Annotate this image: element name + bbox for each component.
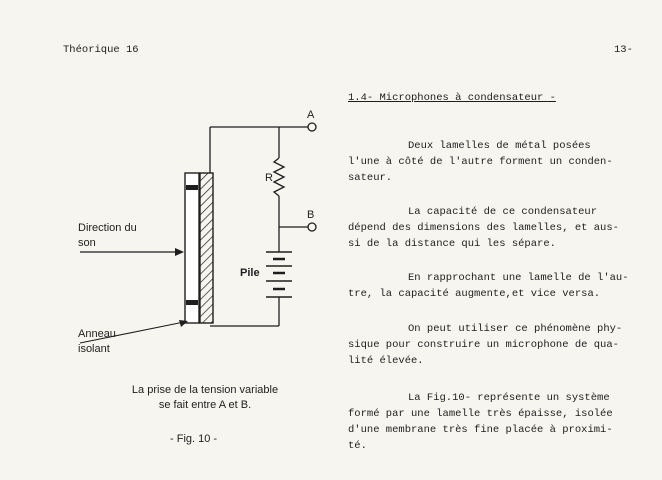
page-header-left: Théorique 16 (63, 44, 139, 56)
paragraph-line: l'une à côté de l'autre forment un conden- (348, 156, 613, 168)
caption-line: se fait entre A et B. (158, 399, 252, 411)
label-pile: Pile (240, 267, 260, 279)
paragraph-line: sateur. (348, 172, 393, 184)
figure-caption (70, 383, 340, 413)
paragraph-4 (348, 321, 640, 369)
insulating-ring-bottom (186, 300, 198, 305)
caption-line: La prise de la tension variable (131, 384, 279, 396)
paragraph-line: dépend des dimensions des lamelles, et aus- (348, 222, 619, 234)
label-anneau: Anneau (78, 328, 116, 340)
section-title: 1.4- Microphones à condensateur - (348, 92, 556, 104)
label-direction: Direction du (78, 222, 137, 234)
figure-number: - Fig. 10 - (170, 433, 218, 445)
terminal-b (308, 223, 316, 231)
terminal-a (308, 123, 316, 131)
paragraph-line: sique pour construire un microphone de qua- (348, 339, 619, 351)
paragraph-line: En rapprochant une lamelle de l'au- (408, 272, 629, 284)
page-number: 13- (614, 44, 633, 56)
paragraph-line: si de la distance qui les sépare. (348, 238, 556, 250)
paragraph-line: formé par une lamelle très épaisse, isolée (348, 408, 613, 420)
insulating-ring-top (186, 185, 198, 190)
arrowhead-icon (175, 248, 184, 256)
thick-plate (200, 173, 213, 323)
paragraph-3 (348, 270, 640, 302)
paragraph-line: lité élevée. (348, 355, 424, 367)
label-isolant: isolant (78, 343, 110, 355)
paragraph-5 (348, 390, 640, 454)
paragraph-1 (348, 138, 640, 186)
resistor-r (274, 158, 284, 196)
paragraph-line: d'une membrane très fine placée à proximi- (348, 424, 613, 436)
label-b: B (307, 209, 315, 221)
microphone-circuit-diagram (60, 100, 340, 380)
paragraph-line: Deux lamelles de métal posées (408, 140, 591, 152)
label-r: R (265, 172, 273, 184)
paragraph-line: La capacité de ce condensateur (408, 206, 598, 218)
paragraph-2 (348, 204, 640, 252)
paragraph-line: La Fig.10- représente un système (408, 392, 610, 404)
paragraph-line: té. (348, 440, 367, 452)
battery-pile (266, 252, 292, 297)
label-a: A (307, 109, 315, 121)
paragraph-line: tre, la capacité augmente,et vice versa. (348, 288, 601, 300)
paragraph-line: On peut utiliser ce phénomène phy- (408, 323, 623, 335)
label-son: son (78, 237, 96, 249)
